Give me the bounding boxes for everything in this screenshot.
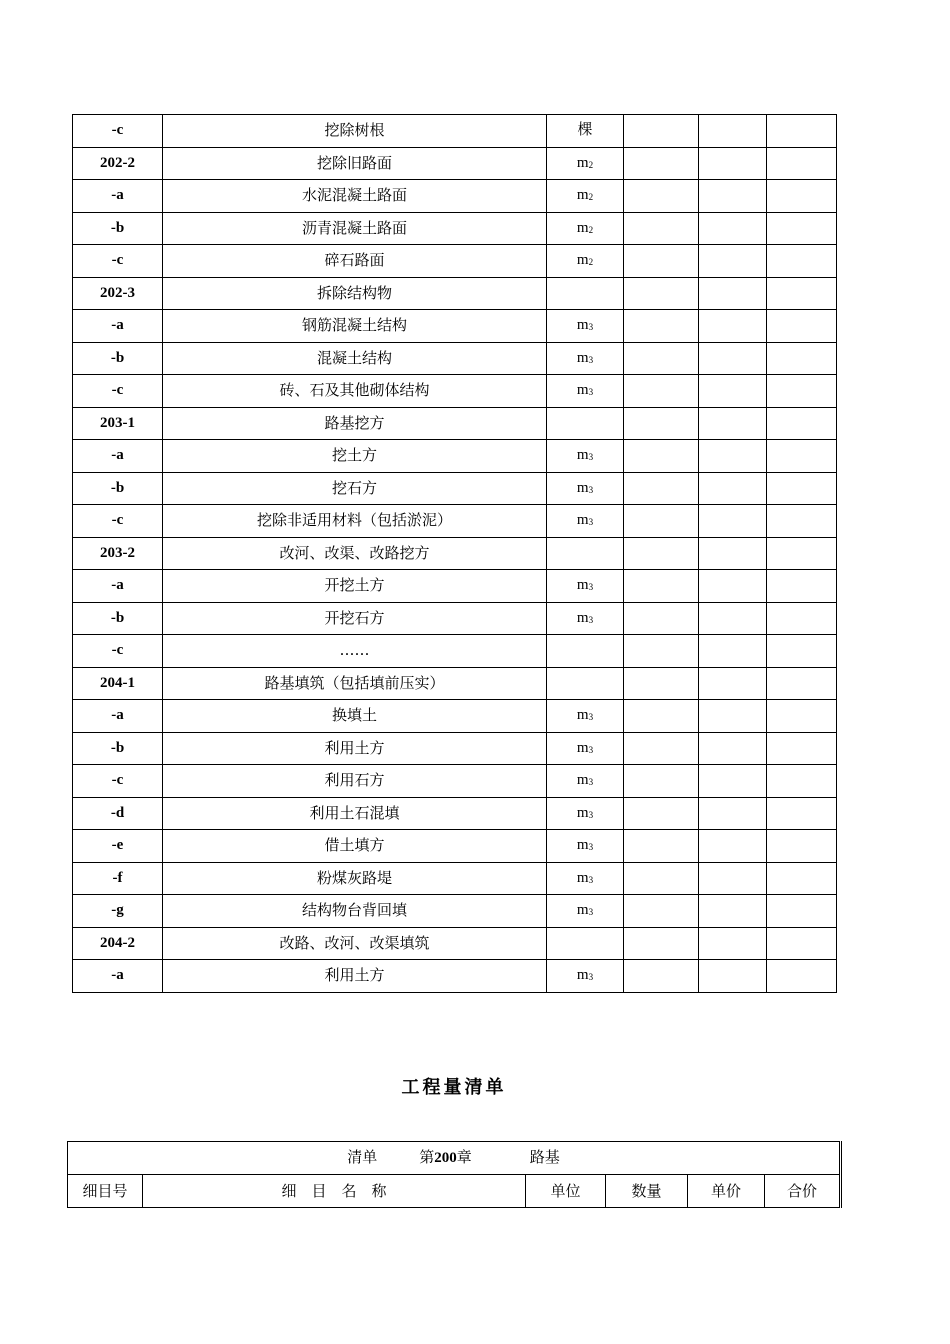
table-row — [73, 537, 837, 570]
item-code: -a — [73, 310, 163, 343]
item-name: 挖土方 — [163, 440, 547, 473]
item-unit — [547, 927, 624, 960]
quantity-cell — [624, 342, 699, 375]
unit-exponent: 2 — [588, 224, 594, 235]
unit-exponent: 3 — [588, 972, 594, 983]
unit-exponent: 3 — [588, 744, 594, 755]
quantity-cell — [624, 537, 699, 570]
unit-price-cell — [699, 310, 767, 343]
table-row — [73, 700, 837, 733]
table-row — [73, 407, 837, 440]
table-row — [73, 342, 837, 375]
quantity-cell — [624, 830, 699, 863]
quantity-cell — [624, 505, 699, 538]
table-row — [73, 505, 837, 538]
unit-symbol: m — [576, 479, 589, 496]
table-row — [73, 732, 837, 765]
item-unit — [547, 342, 624, 375]
unit-price-cell — [699, 635, 767, 668]
table-row — [73, 472, 837, 505]
table-row — [73, 635, 837, 668]
quantity-cell — [624, 375, 699, 408]
table-row — [73, 960, 837, 993]
column-header-row — [68, 1175, 841, 1208]
quantity-cell — [624, 667, 699, 700]
total-cell — [767, 602, 837, 635]
item-unit — [547, 570, 624, 603]
item-code: -d — [73, 797, 163, 830]
table-row — [73, 245, 837, 278]
quantity-cell — [624, 895, 699, 928]
unit-symbol: m — [576, 577, 589, 594]
total-cell — [767, 895, 837, 928]
unit-price-cell — [699, 895, 767, 928]
table-row — [73, 212, 837, 245]
item-code: -b — [73, 212, 163, 245]
total-cell — [767, 732, 837, 765]
table-row — [73, 180, 837, 213]
total-cell — [767, 147, 837, 180]
item-code: -g — [73, 895, 163, 928]
item-code: -a — [73, 700, 163, 733]
item-unit — [547, 862, 624, 895]
unit-symbol: m — [576, 382, 589, 399]
table-row — [73, 602, 837, 635]
quantity-cell — [624, 570, 699, 603]
item-name: 混凝土结构 — [163, 342, 547, 375]
unit-symbol: m — [576, 154, 589, 171]
item-name: 挖除树根 — [163, 115, 547, 148]
item-code: 202-2 — [73, 147, 163, 180]
item-code: -c — [73, 505, 163, 538]
item-unit — [547, 440, 624, 473]
bill-items-table — [72, 114, 837, 993]
unit-exponent: 3 — [588, 874, 594, 885]
item-name: 开挖土方 — [163, 570, 547, 603]
item-name: 挖除旧路面 — [163, 147, 547, 180]
unit-symbol: m — [576, 219, 589, 236]
unit-price-cell — [699, 830, 767, 863]
chapter-suffix: 章 — [456, 1148, 472, 1166]
unit-price-cell — [699, 862, 767, 895]
total-cell — [767, 700, 837, 733]
table-row — [73, 927, 837, 960]
chapter-title: 路基 — [529, 1148, 560, 1166]
total-cell — [767, 180, 837, 213]
quantity-cell — [624, 407, 699, 440]
table-row — [73, 667, 837, 700]
unit-symbol: m — [576, 447, 589, 464]
quantity-cell — [624, 147, 699, 180]
item-unit — [547, 960, 624, 993]
unit-symbol: m — [576, 317, 589, 334]
total-cell — [767, 765, 837, 798]
item-name: 利用石方 — [163, 765, 547, 798]
item-unit — [547, 212, 624, 245]
unit-price-cell — [699, 537, 767, 570]
unit-exponent: 2 — [588, 192, 594, 203]
unit-symbol: m — [576, 967, 589, 984]
total-cell — [767, 115, 837, 148]
unit-price-cell — [699, 180, 767, 213]
item-unit — [547, 310, 624, 343]
table-row — [73, 895, 837, 928]
quantity-cell — [624, 180, 699, 213]
total-cell — [767, 245, 837, 278]
quantity-cell — [624, 440, 699, 473]
item-unit — [547, 147, 624, 180]
item-code: -b — [73, 732, 163, 765]
total-cell — [767, 960, 837, 993]
table-row — [73, 277, 837, 310]
unit-symbol: 棵 — [577, 122, 593, 139]
unit-exponent: 3 — [588, 809, 594, 820]
unit-price-cell — [699, 927, 767, 960]
total-cell — [767, 830, 837, 863]
total-cell — [767, 342, 837, 375]
unit-price-cell — [699, 700, 767, 733]
table-row — [73, 797, 837, 830]
item-name: 碎石路面 — [163, 245, 547, 278]
quantity-cell — [624, 765, 699, 798]
item-name: …… — [163, 635, 547, 668]
col-header-item-name: 细 目 名 称 — [143, 1175, 526, 1208]
quantity-cell — [624, 862, 699, 895]
item-code: -a — [73, 440, 163, 473]
item-code: -b — [73, 472, 163, 505]
table-row — [73, 147, 837, 180]
item-unit — [547, 180, 624, 213]
unit-exponent: 3 — [588, 582, 594, 593]
item-code: 204-1 — [73, 667, 163, 700]
section-title: 工程量清单 — [401, 1077, 507, 1098]
total-cell — [767, 407, 837, 440]
unit-symbol: m — [576, 869, 589, 886]
col-header-item-no: 细目号 — [68, 1175, 143, 1208]
total-cell — [767, 505, 837, 538]
total-cell — [767, 375, 837, 408]
item-unit — [547, 830, 624, 863]
unit-exponent: 3 — [588, 712, 594, 723]
unit-price-cell — [699, 407, 767, 440]
bill-header-table — [67, 1141, 842, 1208]
item-name: 路基填筑（包括填前压实） — [163, 667, 547, 700]
item-name: 挖石方 — [163, 472, 547, 505]
unit-exponent: 3 — [588, 387, 594, 398]
unit-price-cell — [699, 960, 767, 993]
total-cell — [767, 797, 837, 830]
unit-price-cell — [699, 212, 767, 245]
unit-price-cell — [699, 342, 767, 375]
unit-price-cell — [699, 570, 767, 603]
col-header-quantity: 数量 — [606, 1175, 688, 1208]
total-cell — [767, 635, 837, 668]
unit-symbol: m — [576, 707, 589, 724]
item-name: 沥青混凝土路面 — [163, 212, 547, 245]
unit-symbol: m — [576, 252, 589, 269]
unit-exponent: 3 — [588, 322, 594, 333]
table-row — [73, 570, 837, 603]
item-unit — [547, 375, 624, 408]
quantity-cell — [624, 732, 699, 765]
total-cell — [767, 472, 837, 505]
table-row — [73, 862, 837, 895]
item-unit — [547, 797, 624, 830]
total-cell — [767, 570, 837, 603]
item-unit — [547, 765, 624, 798]
item-unit — [547, 895, 624, 928]
unit-price-cell — [699, 732, 767, 765]
quantity-cell — [624, 115, 699, 148]
item-name: 开挖石方 — [163, 602, 547, 635]
item-name: 挖除非适用材料（包括淤泥） — [163, 505, 547, 538]
unit-exponent: 3 — [588, 517, 594, 528]
item-name: 结构物台背回填 — [163, 895, 547, 928]
table-row — [73, 375, 837, 408]
unit-exponent: 3 — [588, 907, 594, 918]
total-cell — [767, 537, 837, 570]
unit-symbol: m — [576, 739, 589, 756]
unit-price-cell — [699, 797, 767, 830]
unit-exponent: 3 — [588, 354, 594, 365]
item-name: 水泥混凝土路面 — [163, 180, 547, 213]
item-name: 拆除结构物 — [163, 277, 547, 310]
item-name: 借土填方 — [163, 830, 547, 863]
item-unit — [547, 245, 624, 278]
item-name: 砖、石及其他砌体结构 — [163, 375, 547, 408]
unit-price-cell — [699, 505, 767, 538]
quantity-cell — [624, 212, 699, 245]
item-code: -b — [73, 602, 163, 635]
unit-price-cell — [699, 667, 767, 700]
unit-price-cell — [699, 245, 767, 278]
item-unit — [547, 472, 624, 505]
item-code: -a — [73, 960, 163, 993]
quantity-cell — [624, 310, 699, 343]
quantity-cell — [624, 245, 699, 278]
unit-exponent: 3 — [588, 452, 594, 463]
item-name: 路基挖方 — [163, 407, 547, 440]
col-header-total: 合价 — [765, 1175, 841, 1208]
unit-price-cell — [699, 115, 767, 148]
unit-exponent: 3 — [588, 842, 594, 853]
total-cell — [767, 667, 837, 700]
item-name: 换填土 — [163, 700, 547, 733]
unit-symbol: m — [576, 187, 589, 204]
total-cell — [767, 310, 837, 343]
item-code: 202-3 — [73, 277, 163, 310]
unit-exponent: 3 — [588, 484, 594, 495]
unit-symbol: m — [576, 512, 589, 529]
quantity-cell — [624, 602, 699, 635]
item-unit — [547, 505, 624, 538]
unit-exponent: 3 — [588, 614, 594, 625]
item-code: -a — [73, 180, 163, 213]
bill-items-body — [73, 115, 837, 993]
item-name: 粉煤灰路堤 — [163, 862, 547, 895]
unit-symbol: m — [576, 609, 589, 626]
item-unit — [547, 602, 624, 635]
unit-price-cell — [699, 765, 767, 798]
item-code: -f — [73, 862, 163, 895]
item-name: 改路、改河、改渠填筑 — [163, 927, 547, 960]
unit-price-cell — [699, 277, 767, 310]
chapter-number: 200 — [434, 1150, 457, 1166]
item-name: 利用土石混填 — [163, 797, 547, 830]
item-unit — [547, 115, 624, 148]
item-code: -c — [73, 635, 163, 668]
item-unit — [547, 732, 624, 765]
unit-symbol: m — [576, 772, 589, 789]
quantity-cell — [624, 635, 699, 668]
unit-symbol: m — [576, 349, 589, 366]
item-unit — [547, 667, 624, 700]
table-row — [73, 310, 837, 343]
item-code: 203-1 — [73, 407, 163, 440]
unit-symbol: m — [576, 804, 589, 821]
item-code: -c — [73, 765, 163, 798]
item-code: 203-2 — [73, 537, 163, 570]
total-cell — [767, 277, 837, 310]
item-code: -b — [73, 342, 163, 375]
item-unit — [547, 700, 624, 733]
item-unit — [547, 635, 624, 668]
quantity-cell — [624, 700, 699, 733]
unit-price-cell — [699, 472, 767, 505]
table-row — [73, 115, 837, 148]
item-code: -c — [73, 115, 163, 148]
item-unit — [547, 537, 624, 570]
total-cell — [767, 927, 837, 960]
quantity-cell — [624, 960, 699, 993]
total-cell — [767, 862, 837, 895]
item-code: -c — [73, 245, 163, 278]
unit-symbol: m — [576, 837, 589, 854]
col-header-unit-price: 单价 — [688, 1175, 765, 1208]
total-cell — [767, 440, 837, 473]
item-name: 钢筋混凝土结构 — [163, 310, 547, 343]
unit-price-cell — [699, 147, 767, 180]
quantity-cell — [624, 797, 699, 830]
chapter-prefix: 第 — [419, 1148, 435, 1166]
unit-exponent: 2 — [588, 257, 594, 268]
item-unit — [547, 277, 624, 310]
item-code: -a — [73, 570, 163, 603]
quantity-cell — [624, 277, 699, 310]
chapter-label: 清单 — [347, 1148, 378, 1166]
item-code: 204-2 — [73, 927, 163, 960]
unit-price-cell — [699, 440, 767, 473]
item-unit — [547, 407, 624, 440]
chapter-heading — [68, 1142, 841, 1175]
unit-exponent: 2 — [588, 159, 594, 170]
unit-price-cell — [699, 602, 767, 635]
unit-symbol: m — [576, 902, 589, 919]
item-name: 利用土方 — [163, 960, 547, 993]
chapter-row — [68, 1142, 841, 1175]
item-name: 改河、改渠、改路挖方 — [163, 537, 547, 570]
total-cell — [767, 212, 837, 245]
item-code: -e — [73, 830, 163, 863]
item-code: -c — [73, 375, 163, 408]
item-name: 利用土方 — [163, 732, 547, 765]
unit-price-cell — [699, 375, 767, 408]
col-header-unit: 单位 — [526, 1175, 606, 1208]
quantity-cell — [624, 472, 699, 505]
table-row — [73, 765, 837, 798]
unit-exponent: 3 — [588, 777, 594, 788]
quantity-cell — [624, 927, 699, 960]
table-row — [73, 830, 837, 863]
table-row — [73, 440, 837, 473]
